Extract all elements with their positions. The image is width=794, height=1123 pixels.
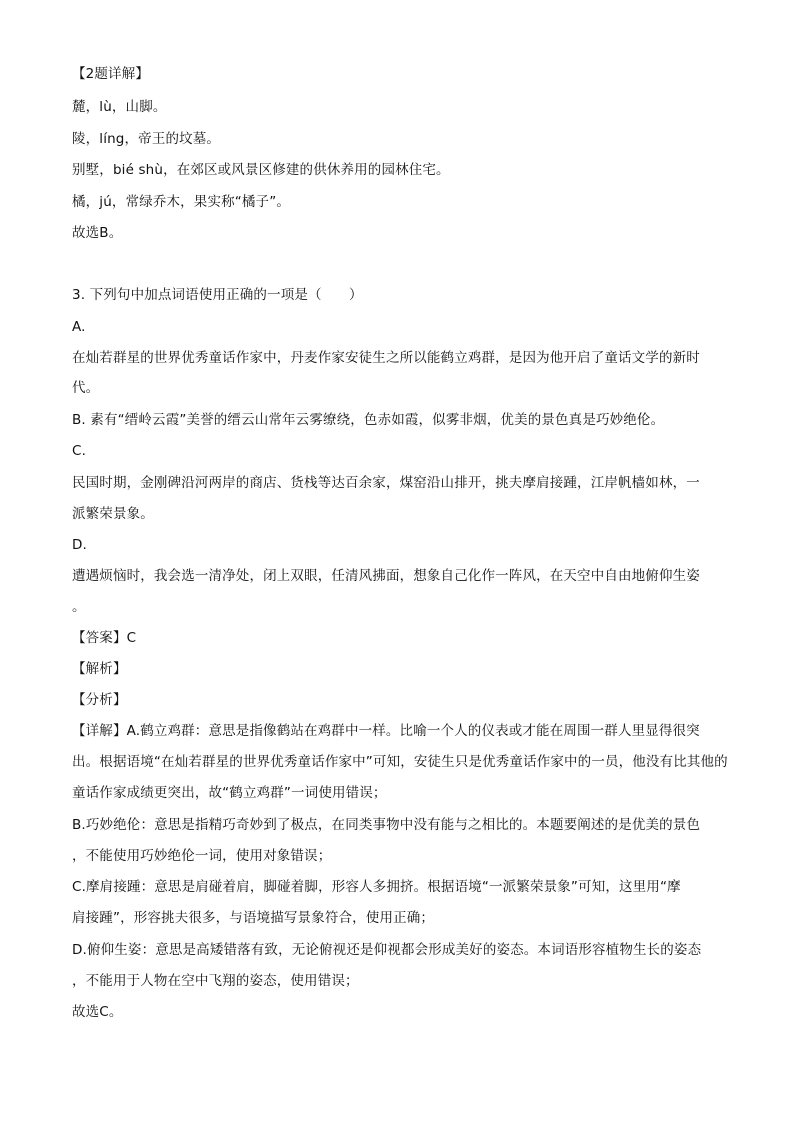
detail-line-7: 肩接踵”，形容挑夫很多，与语境描写景象符合，使用正确； (72, 910, 435, 926)
detail-line-3: 童话作家成绩更突出，故“鹤立鸡群”一词使用错误； (72, 785, 387, 801)
section2-line-1: 麓，lù，山脚。 (72, 99, 167, 115)
analyze-header: 【分析】 (72, 692, 127, 708)
option-c-text-line1: 民国时期，金刚碑沿河两岸的商店、货栈等达百余家，煤窑沿山排开，挑夫摩肩接踵，江岸帆樯如林，一 (72, 475, 700, 491)
option-a-text-line2: 代。 (72, 380, 100, 396)
option-d-text-line2: 。 (72, 599, 86, 615)
detail-line-9: ，不能用于人物在空中飞翔的姿态，使用错误； (72, 973, 359, 989)
analysis-header: 【解析】 (72, 661, 127, 677)
section2-header: 【2题详解】 (72, 66, 149, 82)
section2-line-5: 故选B。 (72, 225, 123, 241)
detail-line-2: 出。根据语境“在灿若群星的世界优秀童话作家中”可知，安徒生只是优秀童话作家中的一员，他没有比其他的 (72, 754, 728, 770)
option-a-label: A. (72, 319, 86, 335)
detail-line-5: ，不能使用巧妙绝伦一词，使用对象错误； (72, 848, 332, 864)
option-a-text-line1: 在灿若群星的世界优秀童话作家中，丹麦作家安徒生之所以能鹤立鸡群，是因为他开启了童话文学的新时 (72, 350, 700, 366)
section2-line-2: 陵，líng，帝王的坟墓。 (72, 131, 221, 147)
option-d-label: D. (72, 537, 87, 553)
detail-line-10: 故选C。 (72, 1004, 123, 1020)
detail-line-8: D.俯仰生姿：意思是高矮错落有致，无论俯视还是仰视都会形成美好的姿态。本词语形容植物生长的姿态 (72, 942, 702, 958)
question3-stem: 3. 下列句中加点词语使用正确的一项是（ ） (72, 287, 363, 303)
detail-line-6: C.摩肩接踵：意思是肩碰着肩，脚碰着脚，形容人多拥挤。根据语境“一派繁荣景象”可知，这里用“摩 (72, 879, 681, 895)
detail-line-1: 【详解】A.鹤立鸡群：意思是指像鹤站在鸡群中一样。比喻一个人的仪表或才能在周围一群人里显得很突 (72, 723, 700, 739)
option-b-text: B. 素有“缙岭云霞”美誉的缙云山常年云雾缭绕，色赤如霞，似雾非烟，优美的景色真是巧妙绝伦。 (72, 412, 665, 428)
option-c-label: C. (72, 443, 87, 459)
answer-line: 【答案】C (72, 630, 137, 646)
section2-line-4: 橘，jú，常绿乔木，果实称“橘子”。 (72, 194, 290, 210)
option-d-text-line1: 遭遇烦恼时，我会选一清净处，闭上双眼，任清风拂面，想象自己化作一阵风，在天空中自由地俯仰生姿 (72, 568, 700, 584)
detail-line-4: B.巧妙绝伦：意思是指精巧奇妙到了极点，在同类事物中没有能与之相比的。本题要阐述的是优美的景色 (72, 817, 701, 833)
option-c-text-line2: 派繁荣景象。 (72, 506, 154, 522)
section2-line-3: 别墅，bié shù，在郊区或风景区修建的供休养用的园林住宅。 (72, 162, 450, 178)
